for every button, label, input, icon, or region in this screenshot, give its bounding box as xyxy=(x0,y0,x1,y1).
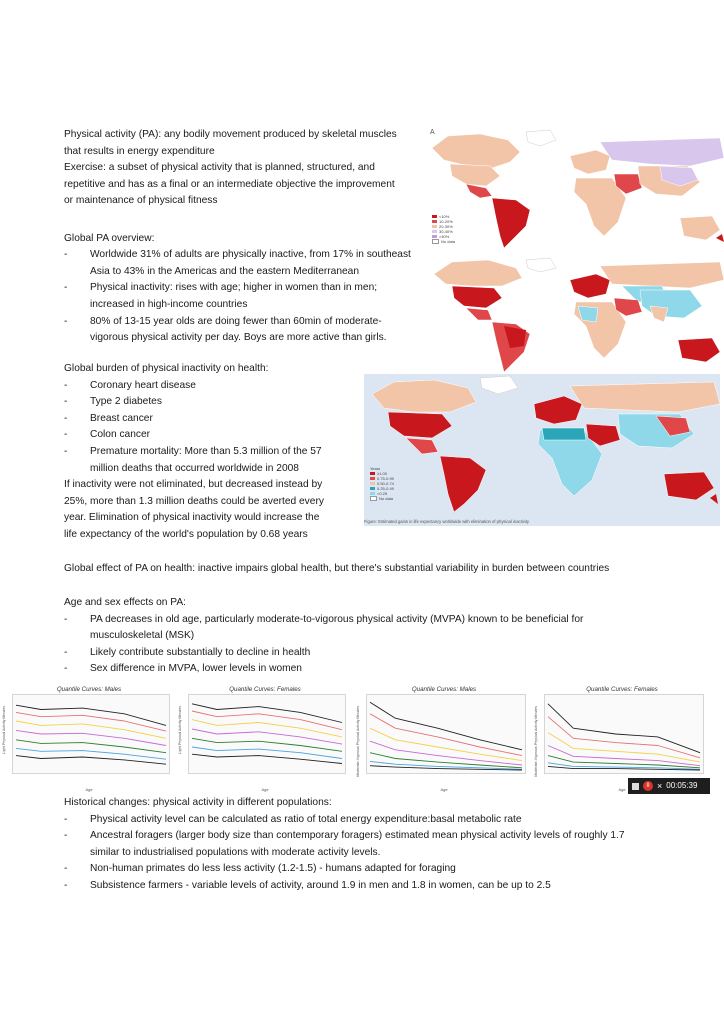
map-region-russia xyxy=(600,138,724,166)
map-region-south-america xyxy=(440,456,486,512)
chart-mvpa-females xyxy=(534,686,708,792)
list-item: - Sex difference in MVPA, lower levels in women xyxy=(64,663,302,675)
chart-xlabel: Age xyxy=(85,787,93,792)
age-sex-heading: Age and sex effects on PA: xyxy=(64,597,186,608)
paragraph-line: 25%, more than 1.3 million deaths could be averted every xyxy=(64,495,324,507)
map-region-north-america xyxy=(432,134,520,168)
list-item: - 80% of 13-15 year olds are doing fewer than 60min of moderate- vigorous physical activity per day. Boys are more active than girls. xyxy=(64,315,387,344)
chart-plot-area xyxy=(12,694,170,774)
list-item: - Premature mortality: More than 5.3 million of the 57 million deaths that occurred worldwide in 2008 xyxy=(64,445,322,474)
map-region-europe xyxy=(570,274,610,298)
chart-mvpa-males xyxy=(356,686,530,792)
map-region-nz xyxy=(710,494,718,504)
chart-ylabel: Moderate-Vigorous Physical Activity Minutes xyxy=(356,706,360,777)
chart-frame xyxy=(367,695,526,774)
chart-xlabel: Age xyxy=(261,787,269,792)
map-region-russia xyxy=(570,382,720,412)
video-recorder-bar xyxy=(628,778,710,794)
world-map-burden xyxy=(432,256,724,374)
map-region-greenland xyxy=(480,376,518,394)
map-region-australia xyxy=(678,338,720,362)
map-region-asia xyxy=(640,290,702,318)
close-icon[interactable]: × xyxy=(657,781,663,791)
intro-line: Exercise: a subset of physical activity that is planned, structured, and xyxy=(64,162,375,174)
chart-light-females xyxy=(178,686,350,792)
map-region-central-america xyxy=(466,308,492,320)
list-item: - Colon cancer xyxy=(64,429,151,441)
world-map-inactivity xyxy=(430,126,724,252)
map-legend: Years ≥1.00 0.75-0.99 0.50-0.74 0.25-0.49 <0.25 No data xyxy=(370,466,394,501)
map-panel-label: A xyxy=(430,129,435,136)
map-region-australia xyxy=(680,216,720,240)
chart-ylabel: Moderate-Vigorous Physical Activity Minutes xyxy=(534,706,538,777)
chart-ylabel: Light Physical Activity Minutes xyxy=(2,706,6,754)
map-region-india xyxy=(650,306,668,322)
paragraph-line: life expectancy of the world's population by 0.68 years xyxy=(64,528,308,540)
list-item: - Physical inactivity: rises with age; higher in women than in men; increased in high-income countries xyxy=(64,282,378,310)
chart-xlabel: Age xyxy=(440,787,448,792)
chart-plot-area xyxy=(544,694,704,774)
age-sex-block xyxy=(64,595,714,678)
chart-light-males xyxy=(2,686,174,792)
historical-block xyxy=(64,795,714,895)
historical-heading: Historical changes: physical activity in different populations: xyxy=(64,797,332,808)
recording-timer: 00:05:39 xyxy=(666,781,698,790)
map-region-mexico xyxy=(466,184,492,198)
list-item: - Physical activity level can be calculated as ratio of total energy expenditure:basal metabolic rate xyxy=(64,813,522,825)
burden-block xyxy=(64,361,354,544)
chart-ylabel: Light Physical Activity Minutes xyxy=(178,706,182,754)
map-region-north-africa xyxy=(542,428,586,440)
pause-recording-button[interactable]: II xyxy=(643,781,653,791)
list-item: - Type 2 diabetes xyxy=(64,396,162,408)
intro-line: repetitive and has as a final or an intermediate objective the improvement xyxy=(64,178,395,190)
map-region-usa xyxy=(452,286,502,308)
chart-plot-area xyxy=(188,694,346,774)
map-region-nz xyxy=(716,234,724,242)
stop-icon[interactable] xyxy=(632,783,639,790)
intro-line: or maintenance of physical fitness xyxy=(64,195,218,207)
paragraph-line: If inactivity were not eliminated, but decreased instead by xyxy=(64,479,323,491)
chart-title: Quantile Curves: Males xyxy=(411,686,477,693)
map-legend: <10% 10-20% 20-30% 30-40% >40% No data xyxy=(432,214,455,244)
list-item: - Coronary heart disease xyxy=(64,379,196,391)
paragraph-line: year. Elimination of physical inactivity would increase the xyxy=(64,512,320,524)
list-item: - Breast cancer xyxy=(64,412,153,424)
list-item: - Likely contribute substantially to decline in health xyxy=(64,646,311,658)
map-region-north-america xyxy=(434,260,522,286)
map-region-greenland xyxy=(526,258,556,272)
list-item: - Subsistence farmers - variable levels of activity, around 1.9 in men and 1.8 in women, can be up to 2.5 xyxy=(64,879,551,891)
intro-block xyxy=(64,127,434,347)
chart-plot-area xyxy=(366,694,526,774)
overview-heading: Global PA overview: xyxy=(64,232,155,244)
list-item: - PA decreases in old age, particularly moderate-to-vigorous physical activity (MVPA) known to be beneficial for musculoskeletal (MSK) xyxy=(64,613,584,642)
map-caption: Figure: Estimated gains in life expectancy worldwide with elimination of physical inactivity xyxy=(364,519,530,524)
chart-title: Quantile Curves: Females xyxy=(586,686,658,693)
chart-title: Quantile Curves: Females xyxy=(229,686,301,693)
list-item: - Non-human primates do less less activity (1.2-1.5) - humans adapted for foraging xyxy=(64,863,456,875)
intro-line: that results in energy expenditure xyxy=(64,145,215,157)
intro-line: Physical activity (PA): any bodily movement produced by skeletal muscles xyxy=(64,129,397,140)
map-region-mexico xyxy=(406,438,438,454)
map-region-usa xyxy=(388,412,452,438)
world-map-life-expectancy xyxy=(364,374,720,526)
map-region-europe xyxy=(570,150,610,174)
burden-heading: Global burden of physical inactivity on health: xyxy=(64,363,269,374)
chart-title: Quantile Curves: Males xyxy=(56,686,122,693)
map-region-north-america xyxy=(372,380,476,412)
map-region-europe xyxy=(534,396,582,424)
list-item: - Ancestral foragers (larger body size than contemporary foragers) estimated mean physical activity levels of roughly 1.7 similar to industrialised populations with moderate activity levels. xyxy=(64,830,625,858)
map-region-greenland xyxy=(526,130,556,146)
list-item: - Worldwide 31% of adults are physically inactive, from 17% in southeast Asia to 43% in the Americas and the eastern Mediterranean xyxy=(64,249,411,277)
map-region-australia xyxy=(664,472,714,500)
global-effect: Global effect of PA on health: inactive impairs global health, but there's substantial variability in burden between countries xyxy=(64,563,610,574)
chart-xlabel: Age xyxy=(618,787,626,792)
map-region-south-america xyxy=(492,198,530,248)
map-region-russia xyxy=(600,262,724,288)
